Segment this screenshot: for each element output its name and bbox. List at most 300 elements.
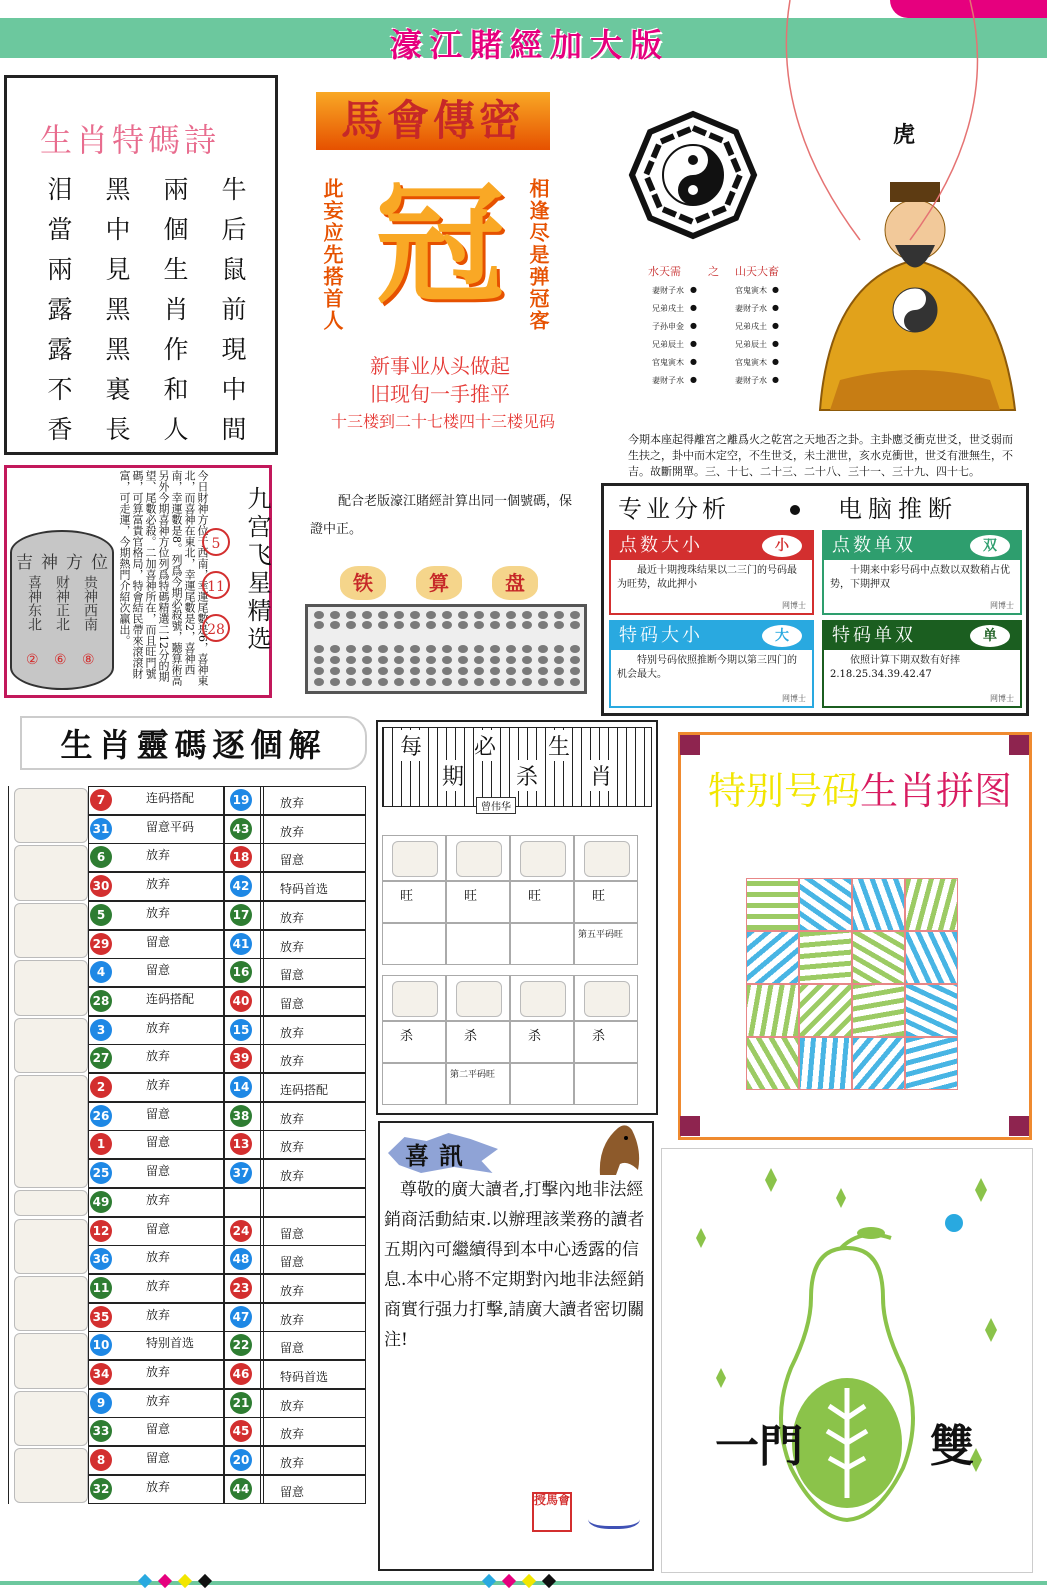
table-row-note: 连码搭配 bbox=[146, 791, 195, 805]
table-cell bbox=[260, 1274, 366, 1303]
number-ball: 14 bbox=[230, 1076, 252, 1098]
abacus-bead bbox=[538, 645, 548, 653]
poem-char: 前 bbox=[221, 295, 247, 324]
abacus-bead bbox=[378, 611, 388, 619]
abacus-bead bbox=[506, 656, 516, 664]
puzzle-piece bbox=[746, 984, 799, 1037]
hand-drawn-line bbox=[770, 0, 1000, 250]
number-ball: 6 bbox=[90, 846, 112, 868]
puzzle-piece bbox=[746, 1037, 799, 1090]
hex-right-mark: ● bbox=[772, 303, 779, 312]
zodiac-horse-image bbox=[14, 1190, 88, 1217]
table-row-note: 放弃 bbox=[146, 905, 171, 920]
puzzle-piece bbox=[905, 878, 958, 931]
notice-title: 喜訊 bbox=[405, 1141, 473, 1170]
table-row-note: 放弃 bbox=[146, 848, 171, 863]
poem-char: 生 bbox=[163, 255, 189, 284]
table-cell bbox=[260, 1303, 366, 1332]
table-row-note: 特别首选 bbox=[146, 1336, 195, 1351]
number-ball: 44 bbox=[230, 1478, 252, 1500]
abacus-bead bbox=[522, 645, 532, 653]
kill-title-char: 每 bbox=[400, 730, 422, 761]
number-ball: 33 bbox=[90, 1420, 112, 1442]
number-ball: 45 bbox=[230, 1420, 252, 1442]
abacus-bead bbox=[570, 645, 580, 653]
hex-left-line: 官鬼寅木 bbox=[652, 358, 684, 367]
abacus-bead bbox=[362, 667, 372, 675]
kill-label: 旺 bbox=[592, 889, 606, 904]
analysis-card-badge: 大 bbox=[762, 625, 802, 647]
kill-empty-cell bbox=[510, 923, 574, 965]
poem-char: 長 bbox=[105, 415, 131, 444]
hex-right-mark: ● bbox=[772, 339, 779, 348]
abacus-bead bbox=[506, 611, 516, 619]
table-row-note: 放弃 bbox=[280, 1398, 305, 1413]
abacus-bead bbox=[554, 621, 564, 629]
kill-label: 杀 bbox=[464, 1029, 478, 1044]
hex-right-line: 妻财子水 bbox=[735, 376, 767, 385]
table-row-note: 放弃 bbox=[280, 1169, 305, 1184]
abacus-bead bbox=[314, 656, 324, 664]
abacus-bead bbox=[426, 656, 436, 664]
analysis-card-sign: 网博士 bbox=[782, 694, 806, 703]
can-column-text: 贵神西南 bbox=[82, 575, 98, 631]
hex-right-line: 兄弟辰土 bbox=[735, 340, 767, 349]
abacus-bead bbox=[522, 667, 532, 675]
poem-char: 黑 bbox=[105, 175, 131, 204]
abacus-bead bbox=[330, 645, 340, 653]
table-cell bbox=[260, 1331, 366, 1360]
abacus-bead bbox=[490, 678, 500, 686]
poem-char: 露 bbox=[47, 295, 73, 324]
puzzle-corner bbox=[1009, 735, 1029, 755]
hex-left-line: 兄弟辰土 bbox=[652, 340, 684, 349]
abacus-bead bbox=[362, 656, 372, 664]
abacus-bead bbox=[442, 667, 452, 675]
hex-left-mark: ● bbox=[690, 321, 697, 330]
kill-animal-image bbox=[584, 981, 630, 1017]
poem-char: 作 bbox=[163, 335, 189, 364]
table-row-note: 放弃 bbox=[146, 1365, 171, 1379]
poem-char: 后 bbox=[221, 215, 247, 244]
hex-right-line: 官鬼寅木 bbox=[735, 358, 767, 367]
abacus-bead bbox=[394, 656, 404, 664]
table-row-note: 留意 bbox=[280, 1341, 305, 1356]
poem-char: 牛 bbox=[221, 175, 247, 204]
puzzle-piece bbox=[905, 1037, 958, 1090]
table-cell bbox=[260, 1044, 366, 1073]
pear-illustration bbox=[661, 1148, 1033, 1573]
number-ball: 11 bbox=[90, 1277, 112, 1299]
abacus-bead bbox=[394, 611, 404, 619]
kill-note: 第二平码旺 bbox=[450, 1070, 496, 1080]
hex-left-mark: ● bbox=[690, 357, 697, 366]
number-ball: 47 bbox=[230, 1306, 252, 1328]
number-ball: 29 bbox=[90, 933, 112, 955]
table-row-note: 留意 bbox=[280, 1255, 305, 1270]
kill-label-cell bbox=[446, 1021, 510, 1063]
notice-seal: 授馬會 bbox=[532, 1492, 572, 1532]
hex-left-line: 兄弟戌土 bbox=[652, 304, 684, 313]
abacus-bead bbox=[346, 656, 356, 664]
abacus-bead bbox=[442, 611, 452, 619]
abacus-bead bbox=[474, 678, 484, 686]
number-ball: 24 bbox=[230, 1220, 252, 1242]
abacus-bead bbox=[442, 645, 452, 653]
abacus-bead bbox=[490, 656, 500, 664]
puzzle-piece bbox=[905, 984, 958, 1037]
abacus-bead bbox=[538, 667, 548, 675]
bagua-symbol bbox=[628, 110, 758, 240]
horse-title: 馬會傳密 bbox=[340, 96, 525, 145]
abacus-bead bbox=[426, 621, 436, 629]
kill-label: 杀 bbox=[400, 1029, 414, 1044]
table-row-note: 留意 bbox=[280, 1484, 305, 1499]
poem-char: 中 bbox=[221, 375, 247, 404]
table-row-note: 放弃 bbox=[280, 1312, 305, 1327]
footer-diamond bbox=[178, 1574, 192, 1588]
footer-diamond bbox=[138, 1574, 152, 1588]
analysis-card-title: 特码单双 bbox=[824, 622, 1020, 650]
table-row-note: 放弃 bbox=[146, 1393, 171, 1408]
table-row-note: 特码首选 bbox=[280, 882, 329, 897]
abacus-bead bbox=[346, 678, 356, 686]
analysis-card-text: 依照计算下期双数有好摔2.18.25.34.39.42.47 bbox=[830, 655, 960, 680]
number-ball: 23 bbox=[230, 1277, 252, 1299]
hex-right-mark: ● bbox=[772, 285, 779, 294]
table-row-note: 留意 bbox=[280, 996, 305, 1011]
horse-line-1: 新事业从头做起 bbox=[370, 354, 510, 378]
puzzle-corner bbox=[680, 1116, 700, 1136]
abacus-bead bbox=[506, 645, 516, 653]
abacus-bead bbox=[522, 611, 532, 619]
abacus-bead bbox=[458, 621, 468, 629]
poem-char: 間 bbox=[221, 415, 247, 444]
analysis-card-badge: 小 bbox=[762, 535, 802, 557]
can-column-text: 财神正北 bbox=[54, 575, 70, 631]
calc-note: 配合老版濠江賭經計算出同一個號碼，保證中正。 bbox=[310, 494, 573, 537]
number-ball: 40 bbox=[230, 990, 252, 1012]
kill-label: 旺 bbox=[400, 889, 414, 904]
abacus-bead bbox=[394, 678, 404, 686]
hex-right-mark: ● bbox=[772, 321, 779, 330]
number-ball: 39 bbox=[230, 1047, 252, 1069]
number-ball: 8 bbox=[90, 1449, 112, 1471]
hex-left-line: 妻财子水 bbox=[652, 376, 684, 385]
footer-diamond bbox=[482, 1574, 496, 1588]
kill-label: 旺 bbox=[528, 889, 542, 904]
abacus-bead bbox=[394, 621, 404, 629]
abacus-bead bbox=[378, 621, 388, 629]
kill-animal-image bbox=[392, 981, 438, 1017]
abacus-bead bbox=[362, 611, 372, 619]
table-cell bbox=[260, 1102, 366, 1131]
puzzle-piece bbox=[799, 931, 852, 984]
abacus bbox=[305, 604, 587, 694]
pear-left-text: 一門 bbox=[715, 1421, 803, 1472]
number-ball: 30 bbox=[90, 875, 112, 897]
number-ball: 49 bbox=[90, 1191, 112, 1213]
table-cell bbox=[260, 930, 366, 959]
abacus-bead bbox=[314, 667, 324, 675]
poem-char: 兩 bbox=[47, 255, 73, 284]
pear-right-text: 雙 bbox=[930, 1421, 974, 1472]
can-column-num: ⑧ bbox=[82, 652, 95, 668]
abacus-bead bbox=[554, 678, 564, 686]
kill-label-cell bbox=[574, 881, 638, 923]
hex-left-mark: ● bbox=[690, 303, 697, 312]
kill-animal-image bbox=[584, 841, 630, 877]
abacus-title-char: 铁 bbox=[340, 566, 386, 600]
abacus-bead bbox=[330, 656, 340, 664]
analysis-card-title: 点数单双 bbox=[824, 532, 1020, 560]
nine-palace-title: 九宫飞星精选 bbox=[243, 486, 271, 654]
analysis-card-title: 特码大小 bbox=[611, 622, 812, 650]
number-ball: 12 bbox=[90, 1220, 112, 1242]
abacus-bead bbox=[490, 645, 500, 653]
abacus-bead bbox=[346, 621, 356, 629]
table-row-note: 留意 bbox=[146, 1221, 171, 1236]
kill-animal-image bbox=[520, 841, 566, 877]
table-cell bbox=[260, 1389, 366, 1418]
abacus-bead bbox=[458, 645, 468, 653]
hex-left-mark: ● bbox=[690, 375, 697, 384]
hexagram-right: 山天大畜 bbox=[735, 265, 779, 278]
table-row-note: 放弃 bbox=[280, 939, 305, 954]
puzzle-corner bbox=[1009, 1116, 1029, 1136]
analysis-card bbox=[822, 620, 1022, 708]
analysis-card-sign: 网博士 bbox=[990, 694, 1014, 703]
abacus-bead bbox=[410, 621, 420, 629]
table-row-note: 放弃 bbox=[146, 1049, 171, 1064]
abacus-bead bbox=[570, 678, 580, 686]
abacus-bead bbox=[554, 645, 564, 653]
abacus-bead bbox=[378, 678, 388, 686]
table-cell bbox=[260, 987, 366, 1016]
abacus-bead bbox=[330, 678, 340, 686]
analysis-card-text: 十期来中彩号码中点数以双数稍占优势，下期押双 bbox=[830, 565, 1010, 590]
hex-right-mark: ● bbox=[772, 357, 779, 366]
table-row-note: 留意 bbox=[146, 1422, 171, 1437]
table-row-note: 放弃 bbox=[146, 1479, 171, 1494]
kill-animal-image bbox=[392, 841, 438, 877]
abacus-bead bbox=[458, 667, 468, 675]
abacus-bead bbox=[362, 645, 372, 653]
number-ball: 28 bbox=[90, 990, 112, 1012]
table-row-note: 放弃 bbox=[146, 1250, 171, 1265]
notice-text: 尊敬的廣大讀者,打擊內地非法經銷商活動結束.以辦理該業務的讀者五期內可繼續得到本中心透露的信息.本中心將不定期對內地非法經銷商實行强力打擊,請廣大讀者密切關注! bbox=[384, 1180, 645, 1350]
number-ball: 15 bbox=[230, 1019, 252, 1041]
abacus-bead bbox=[410, 667, 420, 675]
kill-label-cell bbox=[382, 1021, 446, 1063]
table-row-note: 放弃 bbox=[146, 1020, 171, 1035]
analysis-card-text: 最近十期搜珠结果以二三门的号码最为旺势，故此押小 bbox=[617, 565, 797, 590]
bagua-text: 今期本座起得離宮之離爲火之乾宮之天地否之卦。主卦應爻衝克世爻，世爻弱而生扶之，卦中而木定空，不生世爻，未土泄世，亥水克衝世，世爻有泄無生，不吉。故斷開單。三、十七、二十三、二十八、三十一、三十九、四十七。 bbox=[628, 433, 1013, 478]
poem-char: 肖 bbox=[163, 295, 189, 324]
puzzle-piece bbox=[852, 931, 905, 984]
abacus-bead bbox=[378, 656, 388, 664]
table-row-note: 连码搭配 bbox=[280, 1083, 329, 1097]
table-row-note: 特码首选 bbox=[280, 1370, 329, 1384]
table-cell bbox=[260, 1475, 366, 1504]
analysis-title-right: 电脑推断 bbox=[838, 495, 958, 523]
poem-char: 現 bbox=[221, 335, 247, 364]
analysis-card-text: 特别号码依照推断今期以第三四门的机会最大。 bbox=[617, 655, 797, 680]
puzzle-piece bbox=[799, 878, 852, 931]
horse-head-icon bbox=[590, 1120, 645, 1178]
number-ball: 3 bbox=[90, 1019, 112, 1041]
abacus-bead bbox=[394, 667, 404, 675]
table-row-note: 留意 bbox=[280, 968, 305, 983]
nine-palace-text: 今日財神方位于西南，幸運尾數是6，喜神東北，而喜神在東北，幸運尾數是2，喜神西南，幸運數是8。列爲今期必殺號，聽算術高另外今期喜神方位列爲特碼精選二12分的期望、尾數必殺。二加喜神所在，而且旺門號碼，可算富貴官格局，特會結民帶來滾滾財富，可走運，今期熱門介紹次贏出。 bbox=[118, 470, 209, 686]
table-cell bbox=[260, 958, 366, 987]
table-row-note: 留意平码 bbox=[146, 819, 195, 834]
number-ball: 9 bbox=[90, 1392, 112, 1414]
kill-empty-cell bbox=[574, 1063, 638, 1105]
kill-animal-image bbox=[456, 981, 502, 1017]
abacus-bead bbox=[538, 621, 548, 629]
abacus-bead bbox=[426, 611, 436, 619]
hex-left-mark: ● bbox=[690, 285, 697, 294]
zodiac-table-title: 生肖靈碼逐個解 bbox=[60, 726, 327, 764]
footer-diamond bbox=[198, 1574, 212, 1588]
abacus-bead bbox=[506, 667, 516, 675]
number-ball: 34 bbox=[90, 1363, 112, 1385]
number-ball: 37 bbox=[230, 1162, 252, 1184]
table-border bbox=[8, 786, 9, 1504]
puzzle-piece bbox=[852, 1037, 905, 1090]
poem-char: 香 bbox=[47, 415, 73, 444]
number-ball: 48 bbox=[230, 1248, 252, 1270]
number-ball: 25 bbox=[90, 1162, 112, 1184]
kill-label-cell bbox=[574, 1021, 638, 1063]
analysis-card-sign: 网博士 bbox=[990, 601, 1014, 610]
poem-title: 生肖特碼詩 bbox=[40, 121, 221, 159]
number-ball: 43 bbox=[230, 818, 252, 840]
kill-empty-cell bbox=[510, 1063, 574, 1105]
abacus-bead bbox=[474, 667, 484, 675]
abacus-bead bbox=[474, 656, 484, 664]
abacus-bead bbox=[330, 611, 340, 619]
abacus-bead bbox=[314, 621, 324, 629]
table-row-note: 放弃 bbox=[146, 1278, 171, 1293]
abacus-bead bbox=[474, 621, 484, 629]
puzzle-piece bbox=[746, 878, 799, 931]
abacus-bead bbox=[490, 611, 500, 619]
analysis-card-title: 点数大小 bbox=[611, 532, 812, 560]
kill-animal-image bbox=[520, 981, 566, 1017]
signature bbox=[588, 1505, 640, 1529]
table-row-note: 放弃 bbox=[280, 796, 305, 810]
puzzle-piece bbox=[746, 931, 799, 984]
abacus-bead bbox=[442, 621, 452, 629]
abacus-bead bbox=[538, 656, 548, 664]
number-ball: 42 bbox=[230, 875, 252, 897]
number-ball: 35 bbox=[90, 1306, 112, 1328]
hex-right-line: 官鬼寅木 bbox=[735, 286, 767, 295]
number-ball: 27 bbox=[90, 1047, 112, 1069]
kill-author: 曾伟华 bbox=[476, 797, 516, 814]
abacus-bead bbox=[490, 621, 500, 629]
abacus-bead bbox=[410, 656, 420, 664]
abacus-bead bbox=[442, 656, 452, 664]
table-row-note: 放弃 bbox=[146, 877, 171, 892]
abacus-bead bbox=[378, 645, 388, 653]
number-ball: 36 bbox=[90, 1248, 112, 1270]
kill-label: 旺 bbox=[464, 889, 478, 904]
abacus-bead bbox=[314, 611, 324, 619]
hex-right-mark: ● bbox=[772, 375, 779, 384]
zodiac-goat-image bbox=[14, 1219, 88, 1274]
abacus-bead bbox=[522, 678, 532, 686]
palace-number: 11 bbox=[202, 571, 230, 599]
table-row-note: 放弃 bbox=[280, 1111, 305, 1126]
abacus-title-char: 盘 bbox=[492, 566, 538, 600]
table-cell bbox=[260, 1016, 366, 1045]
number-ball: 32 bbox=[90, 1478, 112, 1500]
analysis-card bbox=[609, 530, 814, 615]
table-row-note: 留意 bbox=[146, 1106, 171, 1121]
abacus-bead bbox=[330, 667, 340, 675]
table-row-note: 留意 bbox=[146, 934, 171, 949]
abacus-bead bbox=[314, 645, 324, 653]
horse-title-banner bbox=[316, 92, 550, 150]
table-row-note: 放弃 bbox=[280, 824, 305, 839]
number-ball: 38 bbox=[230, 1105, 252, 1127]
abacus-bead bbox=[554, 611, 564, 619]
table-row-note: 留意 bbox=[280, 1226, 305, 1241]
table-cell bbox=[260, 843, 366, 872]
abacus-bead bbox=[362, 621, 372, 629]
abacus-bead bbox=[570, 667, 580, 675]
zodiac-dog-image bbox=[14, 1391, 88, 1446]
abacus-bead bbox=[474, 645, 484, 653]
table-row-note: 留意 bbox=[280, 853, 305, 868]
abacus-bead bbox=[458, 678, 468, 686]
abacus-bead bbox=[394, 645, 404, 653]
analysis-card bbox=[822, 530, 1022, 615]
number-ball: 7 bbox=[90, 789, 112, 811]
number-ball: 22 bbox=[230, 1334, 252, 1356]
analysis-card-badge: 双 bbox=[970, 535, 1010, 557]
kill-title-char: 生 bbox=[548, 730, 570, 761]
abacus-bead bbox=[458, 611, 468, 619]
number-ball: 46 bbox=[230, 1363, 252, 1385]
abacus-bead bbox=[378, 667, 388, 675]
abacus-bead bbox=[426, 645, 436, 653]
table-cell bbox=[260, 786, 366, 815]
number-ball: 41 bbox=[230, 933, 252, 955]
table-row-note: 放弃 bbox=[146, 1192, 171, 1207]
table-cell bbox=[260, 1417, 366, 1446]
abacus-bead bbox=[570, 656, 580, 664]
horse-right-col: 相逢尽是弹冠客 bbox=[526, 178, 550, 332]
abacus-bead bbox=[362, 678, 372, 686]
number-ball: 2 bbox=[90, 1076, 112, 1098]
number-ball: 31 bbox=[90, 818, 112, 840]
abacus-bead bbox=[538, 678, 548, 686]
horse-left-col: 此妄应先搭首人 bbox=[320, 178, 344, 332]
kill-label-cell bbox=[510, 881, 574, 923]
table-row-note: 放弃 bbox=[280, 1283, 305, 1298]
number-ball: 10 bbox=[90, 1334, 112, 1356]
abacus-bead bbox=[506, 678, 516, 686]
footer-diamond bbox=[542, 1574, 556, 1588]
poem-char: 裏 bbox=[105, 375, 131, 404]
kill-animal-image bbox=[456, 841, 502, 877]
horse-line-3: 十三楼到二十七楼四十三楼见码 bbox=[330, 412, 555, 431]
poem-char: 兩 bbox=[163, 175, 189, 204]
